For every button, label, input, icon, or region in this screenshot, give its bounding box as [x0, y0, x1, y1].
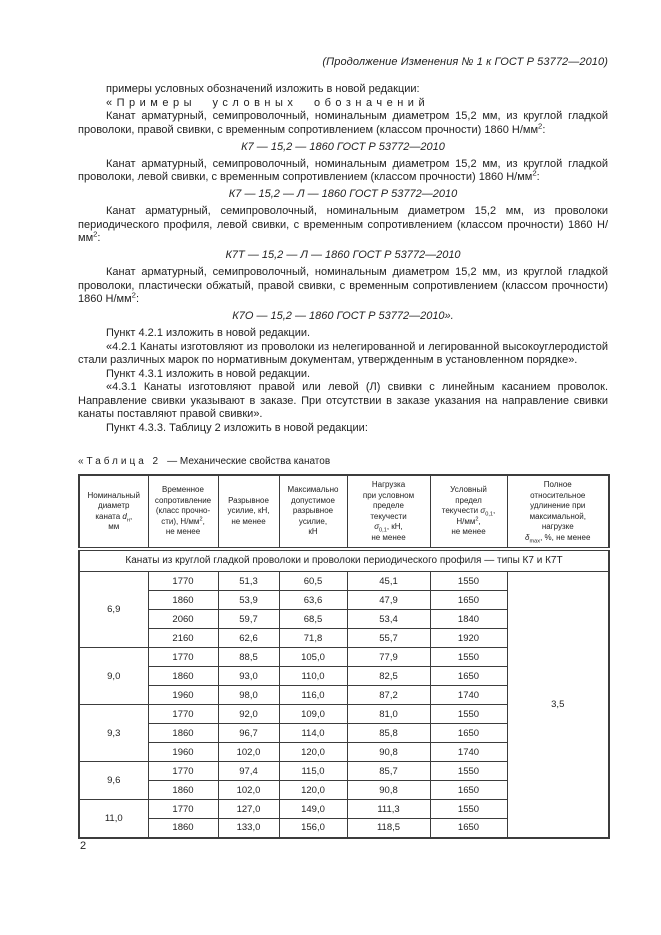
designation-formula: К7Т — 15,2 — Л — 1860 ГОСТ Р 53772—2010	[225, 249, 461, 261]
table-cell: 1840	[430, 610, 507, 629]
table-cell: 120,0	[279, 743, 347, 762]
table-cell: 1860	[148, 819, 218, 838]
diameter-cell: 9,3	[79, 705, 148, 762]
table-cell: 98,0	[218, 686, 279, 705]
paragraph: Пункт 4.3.3. Таблицу 2 изложить в новой редакции:	[106, 421, 368, 434]
table-section-row	[79, 549, 609, 572]
table-cell: 47,9	[347, 591, 430, 610]
table-cell: 53,4	[347, 610, 430, 629]
paragraph: «4.3.1 Канаты изготовляют правой или левой (Л) свивки с линейным касанием проволок. Направление свивки указывают в заказе. При отсутствии в заказе указания на направление свивки канаты поставляют правой свивки».	[78, 381, 608, 420]
table-cell: 2060	[148, 610, 218, 629]
page-number: 2	[80, 840, 87, 852]
column-header: Разрывное усилие, кН, не менее	[218, 475, 279, 549]
table-cell: 93,0	[218, 667, 279, 686]
designation-formula: К7О — 15,2 — 1860 ГОСТ Р 53772—2010».	[232, 310, 454, 322]
table-cell: 115,0	[279, 762, 347, 781]
column-header: Полное относительное удлинение при максимальной, нагрузке $\delta_{max}$, %, не менее	[507, 475, 609, 549]
table-title-label: «Таблица 2	[78, 456, 162, 467]
paragraph: примеры условных обозначений изложить в новой редакции:	[106, 83, 420, 95]
table-header-row	[79, 475, 609, 549]
table-cell: 1550	[430, 762, 507, 781]
table-cell: 63,6	[279, 591, 347, 610]
table-cell: 60,5	[279, 572, 347, 591]
diameter-cell: 6,9	[79, 572, 148, 648]
table-body	[79, 549, 609, 838]
paragraph: «4.2.1 Канаты изготовляют из проволоки из нелегированной и легированной высокоуглеродистой стали различных марок по нормативным документам, утвержденным в установленном порядке».	[78, 340, 608, 366]
table-title-text: — Механические свойства канатов	[167, 456, 331, 467]
table-cell: 1550	[430, 572, 507, 591]
table-cell: 102,0	[218, 743, 279, 762]
column-header: Номинальный диаметр каната $d_н$, мм	[79, 475, 148, 549]
table-title	[78, 456, 608, 467]
table-cell: 120,0	[279, 781, 347, 800]
table-cell: 87,2	[347, 686, 430, 705]
paragraph: Пункт 4.3.1 изложить в новой редакции.	[106, 367, 311, 380]
table-cell: 71,8	[279, 629, 347, 648]
table-cell: 1650	[430, 667, 507, 686]
table-cell: 85,8	[347, 724, 430, 743]
table-row	[79, 572, 609, 591]
table-cell: 149,0	[279, 800, 347, 819]
table-cell: 114,0	[279, 724, 347, 743]
table-cell: 133,0	[218, 819, 279, 838]
table-cell: 1650	[430, 781, 507, 800]
table-cell: 1960	[148, 743, 218, 762]
table-cell: 68,5	[279, 610, 347, 629]
document-continuation-header: (Продолжение Изменения № 1 к ГОСТ Р 53772—2010)	[322, 56, 608, 68]
table-cell: 109,0	[279, 705, 347, 724]
paragraph: Пункт 4.2.1 изложить в новой редакции.	[106, 327, 311, 339]
table-cell: 127,0	[218, 800, 279, 819]
designation-formula: К7 — 15,2 — Л — 1860 ГОСТ Р 53772—2010	[228, 188, 458, 200]
table-cell: 1960	[148, 686, 218, 705]
diameter-cell: 9,0	[79, 648, 148, 705]
table-cell: 1920	[430, 629, 507, 648]
table-cell: 1860	[148, 781, 218, 800]
table-cell: 96,7	[218, 724, 279, 743]
table-cell: 1860	[148, 591, 218, 610]
table-cell: 51,3	[218, 572, 279, 591]
table-cell: 1770	[148, 648, 218, 667]
table-cell: 1770	[148, 572, 218, 591]
table-cell: 1650	[430, 724, 507, 743]
table-cell: 88,5	[218, 648, 279, 667]
table-cell: 1770	[148, 762, 218, 781]
table-cell: 77,9	[347, 648, 430, 667]
table-cell: 2160	[148, 629, 218, 648]
table-cell: 1860	[148, 724, 218, 743]
table-cell: 90,8	[347, 781, 430, 800]
table-cell: 97,4	[218, 762, 279, 781]
table-cell: 92,0	[218, 705, 279, 724]
diameter-cell: 9,6	[79, 762, 148, 800]
table-cell: 110,0	[279, 667, 347, 686]
designation-formula: К7 — 15,2 — 1860 ГОСТ Р 53772—2010	[241, 140, 445, 153]
table-cell: 81,0	[347, 705, 430, 724]
elongation-cell: 3,5	[507, 572, 609, 838]
table-cell: 1740	[430, 743, 507, 762]
table-cell: 105,0	[279, 648, 347, 667]
body-paragraphs	[78, 83, 608, 435]
table-cell: 62,6	[218, 629, 279, 648]
table-cell: 102,0	[218, 781, 279, 800]
table-cell: 59,7	[218, 610, 279, 629]
table-cell: 45,1	[347, 572, 430, 591]
table-cell: 53,9	[218, 591, 279, 610]
paragraph: «Примеры условных обозначений	[106, 96, 430, 109]
paragraph: Канат арматурный, семипроволочный, номинальным диаметром 15,2 мм, из круглой гладкой проволоки, левой свивки, с временным сопротивлением (классом прочности) 1860 $Н/мм^2$:	[78, 157, 608, 183]
column-header: Максимально допустимое разрывное усилие, кН	[279, 475, 347, 549]
table-cell: 118,5	[347, 819, 430, 838]
mechanical-properties-table	[78, 474, 610, 839]
table-cell: 1650	[430, 591, 507, 610]
paragraph: Канат арматурный, семипроволочный, номинальным диаметром 15,2 мм, из проволоки периодического профиля, левой свивки, с временным сопротивлением (классом прочности) 1860 $Н/мм^2$:	[78, 205, 608, 244]
column-header: Нагрузка при условном пределе текучести $\sigma_{0,1}$, кН, не менее	[347, 475, 430, 549]
section-header-cell: Канаты из круглой гладкой проволоки и проволоки периодического профиля — типы К7 и К7Т	[79, 549, 609, 572]
table-cell: 90,8	[347, 743, 430, 762]
table-cell: 1740	[430, 686, 507, 705]
table-cell: 1860	[148, 667, 218, 686]
table-cell: 156,0	[279, 819, 347, 838]
table-cell: 1770	[148, 705, 218, 724]
table-cell: 85,7	[347, 762, 430, 781]
diameter-cell: 11,0	[79, 800, 148, 838]
column-header: Временное сопротивление (класс прочно- сти), $Н/мм^2$, не менее	[148, 475, 218, 549]
table-cell: 1550	[430, 800, 507, 819]
table-cell: 55,7	[347, 629, 430, 648]
table-cell: 116,0	[279, 686, 347, 705]
table-cell: 82,5	[347, 667, 430, 686]
table-cell: 1770	[148, 800, 218, 819]
table-cell: 1550	[430, 705, 507, 724]
table-cell: 111,3	[347, 800, 430, 819]
table-cell: 1550	[430, 648, 507, 667]
column-header: Условный предел текучести $\sigma_{0,1}$, $Н/мм^2$, не менее	[430, 475, 507, 549]
paragraph: Канат арматурный, семипроволочный, номинальным диаметром 15,2 мм, из круглой гладкой проволоки, пластически обжатый, правой свивки, с временным сопротивлением (классом прочности) 1860 $Н/мм^2$:	[78, 266, 608, 305]
paragraph: Канат арматурный, семипроволочный, номинальным диаметром 15,2 мм, из круглой гладкой проволоки, правой свивки, с временным сопротивлением (классом прочности) 1860 $Н/мм^2$:	[78, 110, 608, 136]
page-content	[78, 56, 608, 839]
table-cell: 1650	[430, 819, 507, 838]
